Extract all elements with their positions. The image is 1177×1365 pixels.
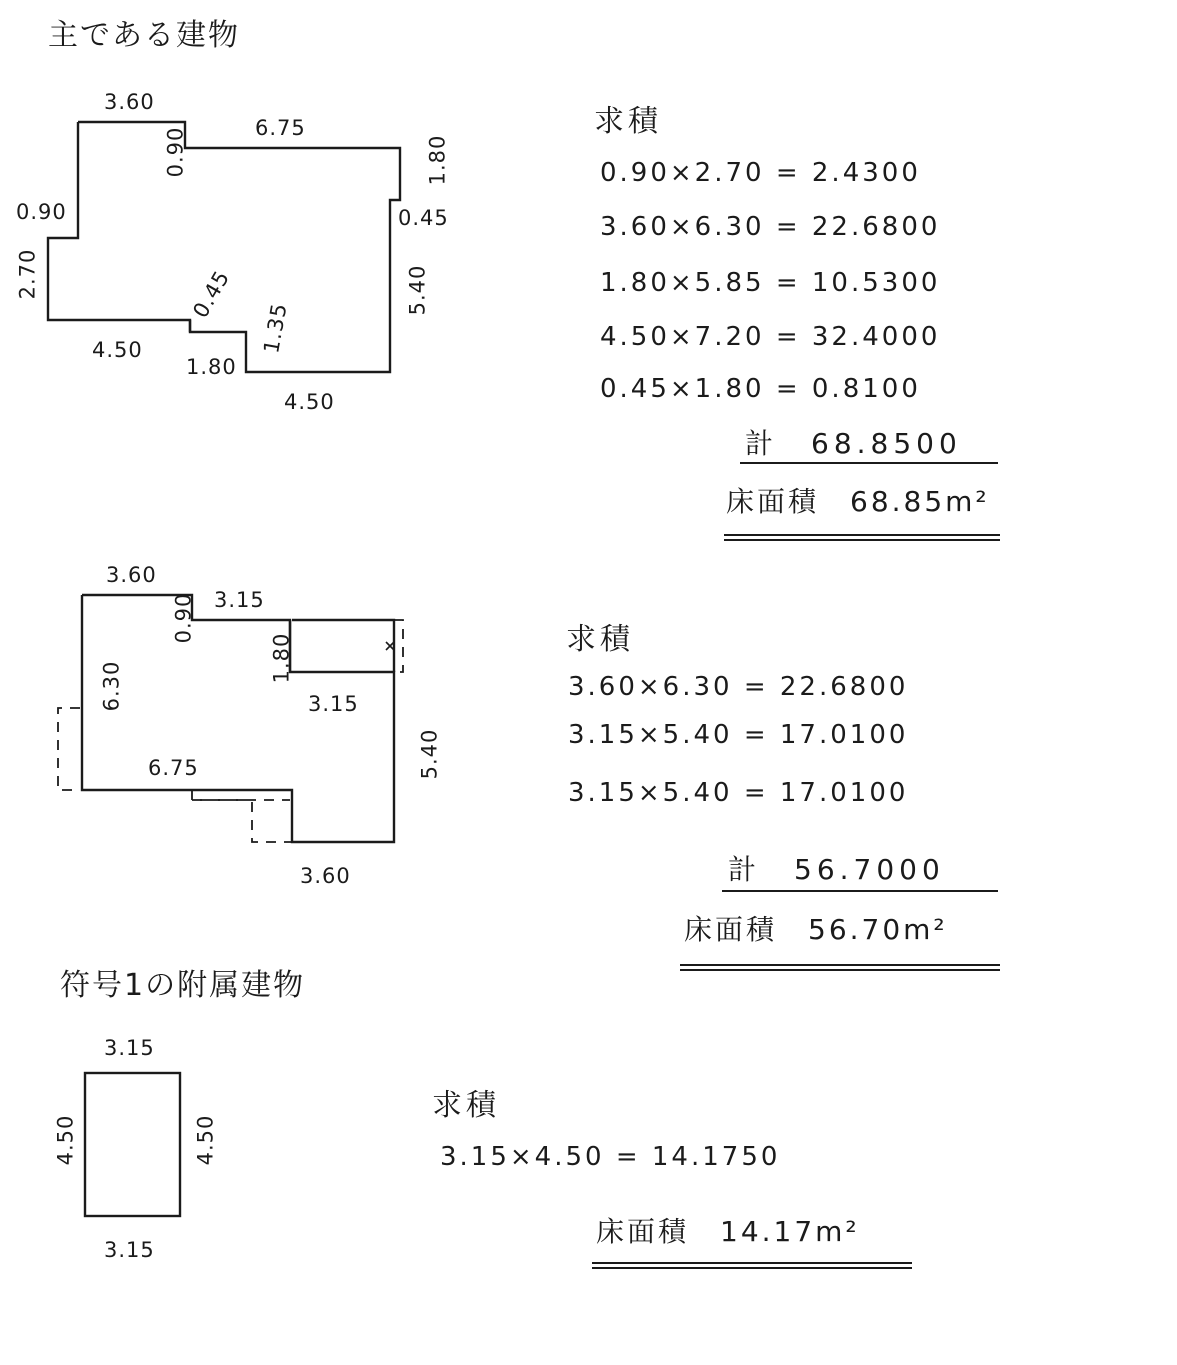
dim-label: 3.60 [300, 864, 351, 888]
dim-label: 0.90 [171, 592, 196, 644]
dim-label: 4.50 [193, 1114, 218, 1166]
total-line: 計 56.7000 [728, 853, 945, 886]
dim-label: 5.40 [417, 728, 442, 780]
dim-label: 5.40 [405, 264, 430, 316]
calc-heading: 求積 [594, 104, 662, 139]
total-underline [740, 462, 998, 464]
dim-label: 4.50 [92, 338, 143, 362]
dim-label: 1.80 [425, 134, 450, 186]
equation-line: 0.90×2.70 = 2.4300 [600, 158, 921, 188]
floor-area-double-underline [680, 964, 1000, 971]
floor-area: 床面積 14.17m² [596, 1215, 860, 1248]
equation-line: 4.50×7.20 = 32.4000 [600, 322, 941, 352]
equation-line: 0.45×1.80 = 0.8100 [600, 374, 921, 404]
dim-label: 3.15 [214, 588, 265, 612]
equation-line: 1.80×5.85 = 10.5300 [600, 268, 941, 298]
building2-outline [82, 592, 394, 842]
dim-label: 1.80 [269, 632, 294, 684]
building2-dashed-bottom [192, 790, 292, 842]
floor-area-double-underline [724, 534, 1000, 541]
equation-line: 3.60×6.30 = 22.6800 [568, 672, 909, 702]
dim-label: 3.60 [104, 90, 155, 114]
equation-line: 3.15×5.40 = 17.0100 [568, 778, 909, 808]
dim-label: 2.70 [15, 248, 40, 300]
building2-dashed-left [58, 708, 80, 790]
floor-area: 床面積 68.85m² [726, 485, 990, 518]
building2-dashed-right [394, 620, 403, 672]
total-line: 計 68.8500 [745, 427, 962, 460]
total-underline [722, 890, 998, 892]
dim-label: 0.45 [398, 206, 449, 230]
floor-area: 床面積 56.70m² [684, 913, 948, 946]
building1-outline [48, 122, 400, 372]
equation-line: 3.60×6.30 = 22.6800 [600, 212, 941, 242]
calc-heading: 求積 [432, 1088, 500, 1123]
equation-line: 3.15×4.50 = 14.1750 [440, 1142, 781, 1172]
dim-label: 3.60 [106, 563, 157, 587]
building2-inner-box [292, 620, 394, 672]
dim-label: 6.75 [148, 756, 199, 780]
dim-label: 1.80 [186, 355, 237, 379]
dim-label: 3.15 [308, 692, 359, 716]
building1-title: 主である建物 [48, 18, 240, 53]
building3-title: 符号1の附属建物 [60, 968, 306, 1003]
equation-line: 3.15×5.40 = 17.0100 [568, 720, 909, 750]
dim-label: 4.50 [284, 390, 335, 414]
dim-label: 3.15 [104, 1036, 155, 1060]
dim-label: 3.15 [104, 1238, 155, 1262]
dim-label: 0.90 [16, 200, 67, 224]
dim-label: 4.50 [53, 1114, 78, 1166]
dim-label: 0.90 [163, 126, 188, 178]
building3-outline [85, 1073, 180, 1216]
dim-label: 6.30 [99, 660, 124, 712]
dim-label: 6.75 [255, 116, 306, 140]
dim-label: 0.45 [188, 266, 235, 322]
floor-area-double-underline [592, 1262, 912, 1269]
calc-heading: 求積 [566, 622, 634, 657]
dim-label: 1.35 [259, 300, 292, 356]
